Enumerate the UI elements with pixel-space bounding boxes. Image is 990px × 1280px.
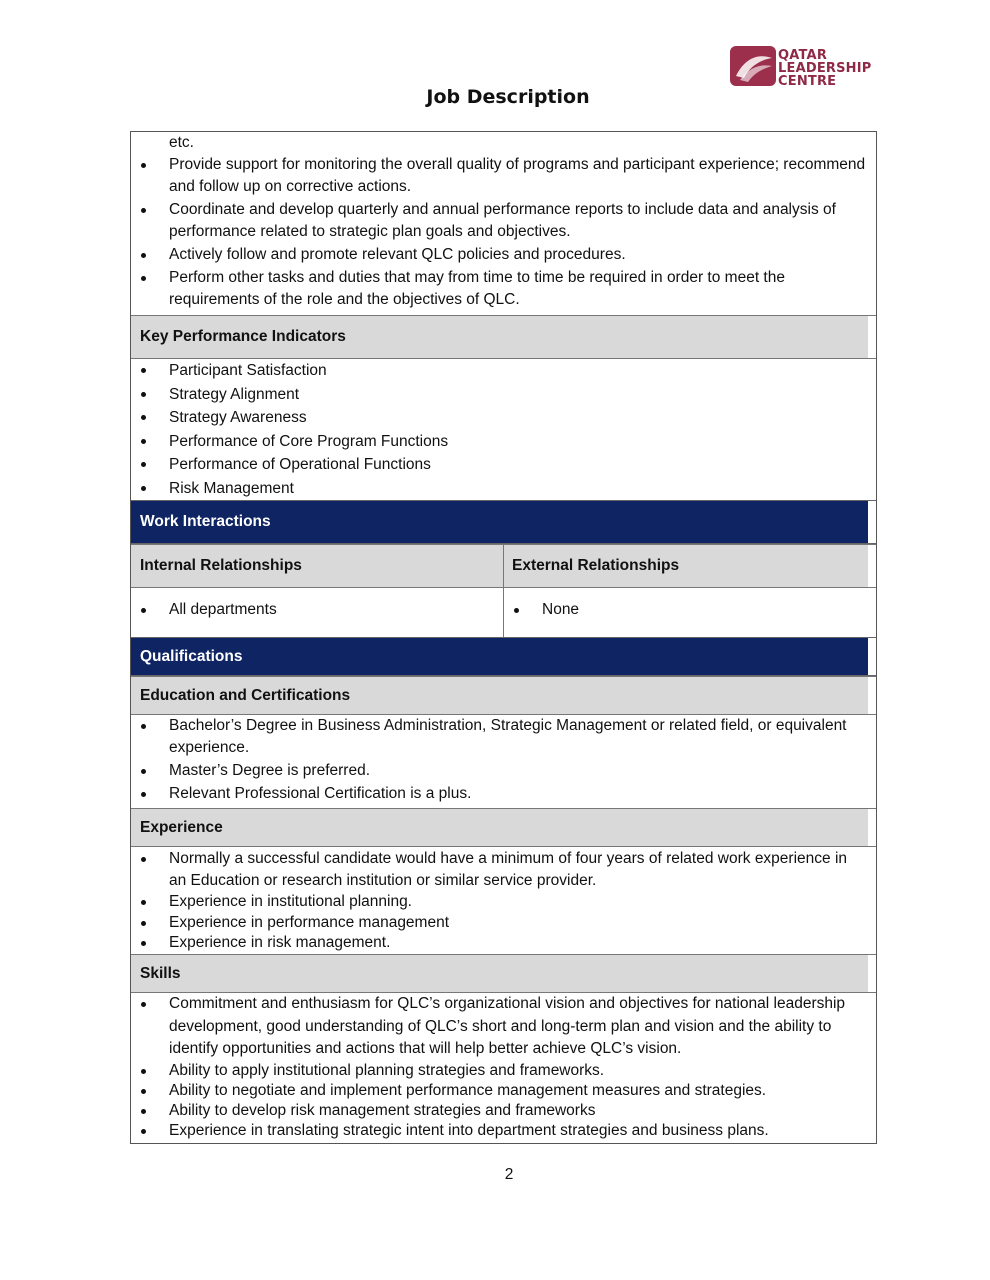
kpi-heading: Key Performance Indicators [140, 328, 346, 345]
skills-heading: Skills [140, 964, 181, 982]
bullet-icon [141, 368, 146, 373]
list-item: Bachelor’s Degree in Business Administration, Strategic Management or related field, or equivalent experience. [131, 715, 876, 759]
bullet-icon [514, 608, 519, 613]
qualifications-heading: Qualifications [140, 647, 243, 665]
education-header [131, 676, 876, 715]
experience-heading: Experience [140, 818, 223, 836]
list-item: Ability to develop risk management strategies and frameworks [131, 1101, 876, 1121]
bullet-icon [141, 1069, 146, 1074]
bullet-icon [141, 276, 146, 281]
work-interactions-header [131, 500, 876, 544]
list-item: None [504, 599, 876, 621]
list-item: Risk Management [131, 477, 876, 501]
logo-line-2: LEADERSHIP [778, 61, 872, 76]
bullet-icon [141, 1002, 146, 1007]
bullet-icon [141, 462, 146, 467]
continuation-text: etc. [169, 134, 194, 151]
bullet-icon [141, 608, 146, 613]
bullet-icon [141, 1129, 146, 1134]
list-item: Ability to apply institutional planning strategies and frameworks. [131, 1061, 876, 1081]
list-item: Performance of Operational Functions [131, 453, 876, 477]
list-item: Participant Satisfaction [131, 359, 876, 383]
internal-relationships-list [131, 599, 503, 621]
kpi-header [131, 315, 876, 359]
list-item: Experience in institutional planning. [131, 892, 876, 913]
bullet-icon [141, 1089, 146, 1094]
list-item: Provide support for monitoring the overall quality of programs and participant experience; recommend and follow up on corrective actions. [131, 154, 876, 198]
qlc-emblem-icon [730, 46, 776, 90]
bullet-icon [141, 415, 146, 420]
skills-list [131, 993, 876, 1141]
bullet-icon [141, 163, 146, 168]
bullet-icon [141, 1109, 146, 1114]
bullet-icon [141, 392, 146, 397]
responsibilities-list [131, 154, 876, 311]
education-list [131, 715, 876, 805]
list-item: All departments [131, 599, 503, 621]
bullet-icon [141, 900, 146, 905]
list-item: Strategy Awareness [131, 406, 876, 430]
logo-line-3: CENTRE [778, 74, 837, 89]
bullet-icon [141, 724, 146, 729]
list-item: Normally a successful candidate would have a minimum of four years of related work experience in an Education or research institution or similar service provider. [131, 848, 876, 892]
internal-relationships-heading: Internal Relationships [140, 557, 302, 574]
list-item: Perform other tasks and duties that may from time to time be required in order to meet the requirements of the role and the objectives of QLC. [131, 267, 876, 311]
experience-header [131, 808, 876, 847]
qualifications-header [131, 637, 876, 676]
list-item: Coordinate and develop quarterly and annual performance reports to include data and analysis of performance related to strategic plan goals and objectives. [131, 199, 876, 243]
external-relationships-list [504, 599, 876, 621]
page-number: 2 [504, 1166, 514, 1183]
bullet-icon [141, 439, 146, 444]
list-item: Master’s Degree is preferred. [131, 760, 876, 782]
list-item: Commitment and enthusiasm for QLC’s organizational vision and objectives for national leadership development, good understanding of QLC’s short and long-term plan and vision and the ability to identify opportunities and actions that will help better achieve QLC’s vision. [131, 993, 876, 1061]
work-interactions-heading: Work Interactions [140, 513, 271, 530]
skills-header [131, 954, 876, 993]
external-relationships-heading: External Relationships [512, 557, 680, 574]
column-divider [503, 544, 504, 637]
logo-line-1: QATAR [778, 48, 828, 63]
job-description-table [130, 131, 877, 1144]
bullet-icon [141, 769, 146, 774]
bullet-icon [141, 486, 146, 491]
bullet-icon [141, 253, 146, 258]
education-heading: Education and Certifications [140, 686, 351, 704]
bullet-icon [141, 792, 146, 797]
kpi-list [131, 359, 876, 500]
page-title: Job Description [426, 86, 590, 108]
bullet-icon [141, 921, 146, 926]
list-item: Actively follow and promote relevant QLC policies and procedures. [131, 244, 876, 266]
list-item: Ability to negotiate and implement performance management measures and strategies. [131, 1081, 876, 1101]
list-item: Experience in performance management [131, 913, 876, 934]
list-item: Strategy Alignment [131, 383, 876, 407]
bullet-icon [141, 941, 146, 946]
list-item: Performance of Core Program Functions [131, 430, 876, 454]
bullet-icon [141, 857, 146, 862]
experience-list [131, 848, 876, 954]
list-item: Experience in translating strategic intent into department strategies and business plans. [131, 1121, 876, 1141]
list-item: Relevant Professional Certification is a plus. [131, 783, 876, 805]
list-item: Experience in risk management. [131, 933, 876, 954]
bullet-icon [141, 208, 146, 213]
